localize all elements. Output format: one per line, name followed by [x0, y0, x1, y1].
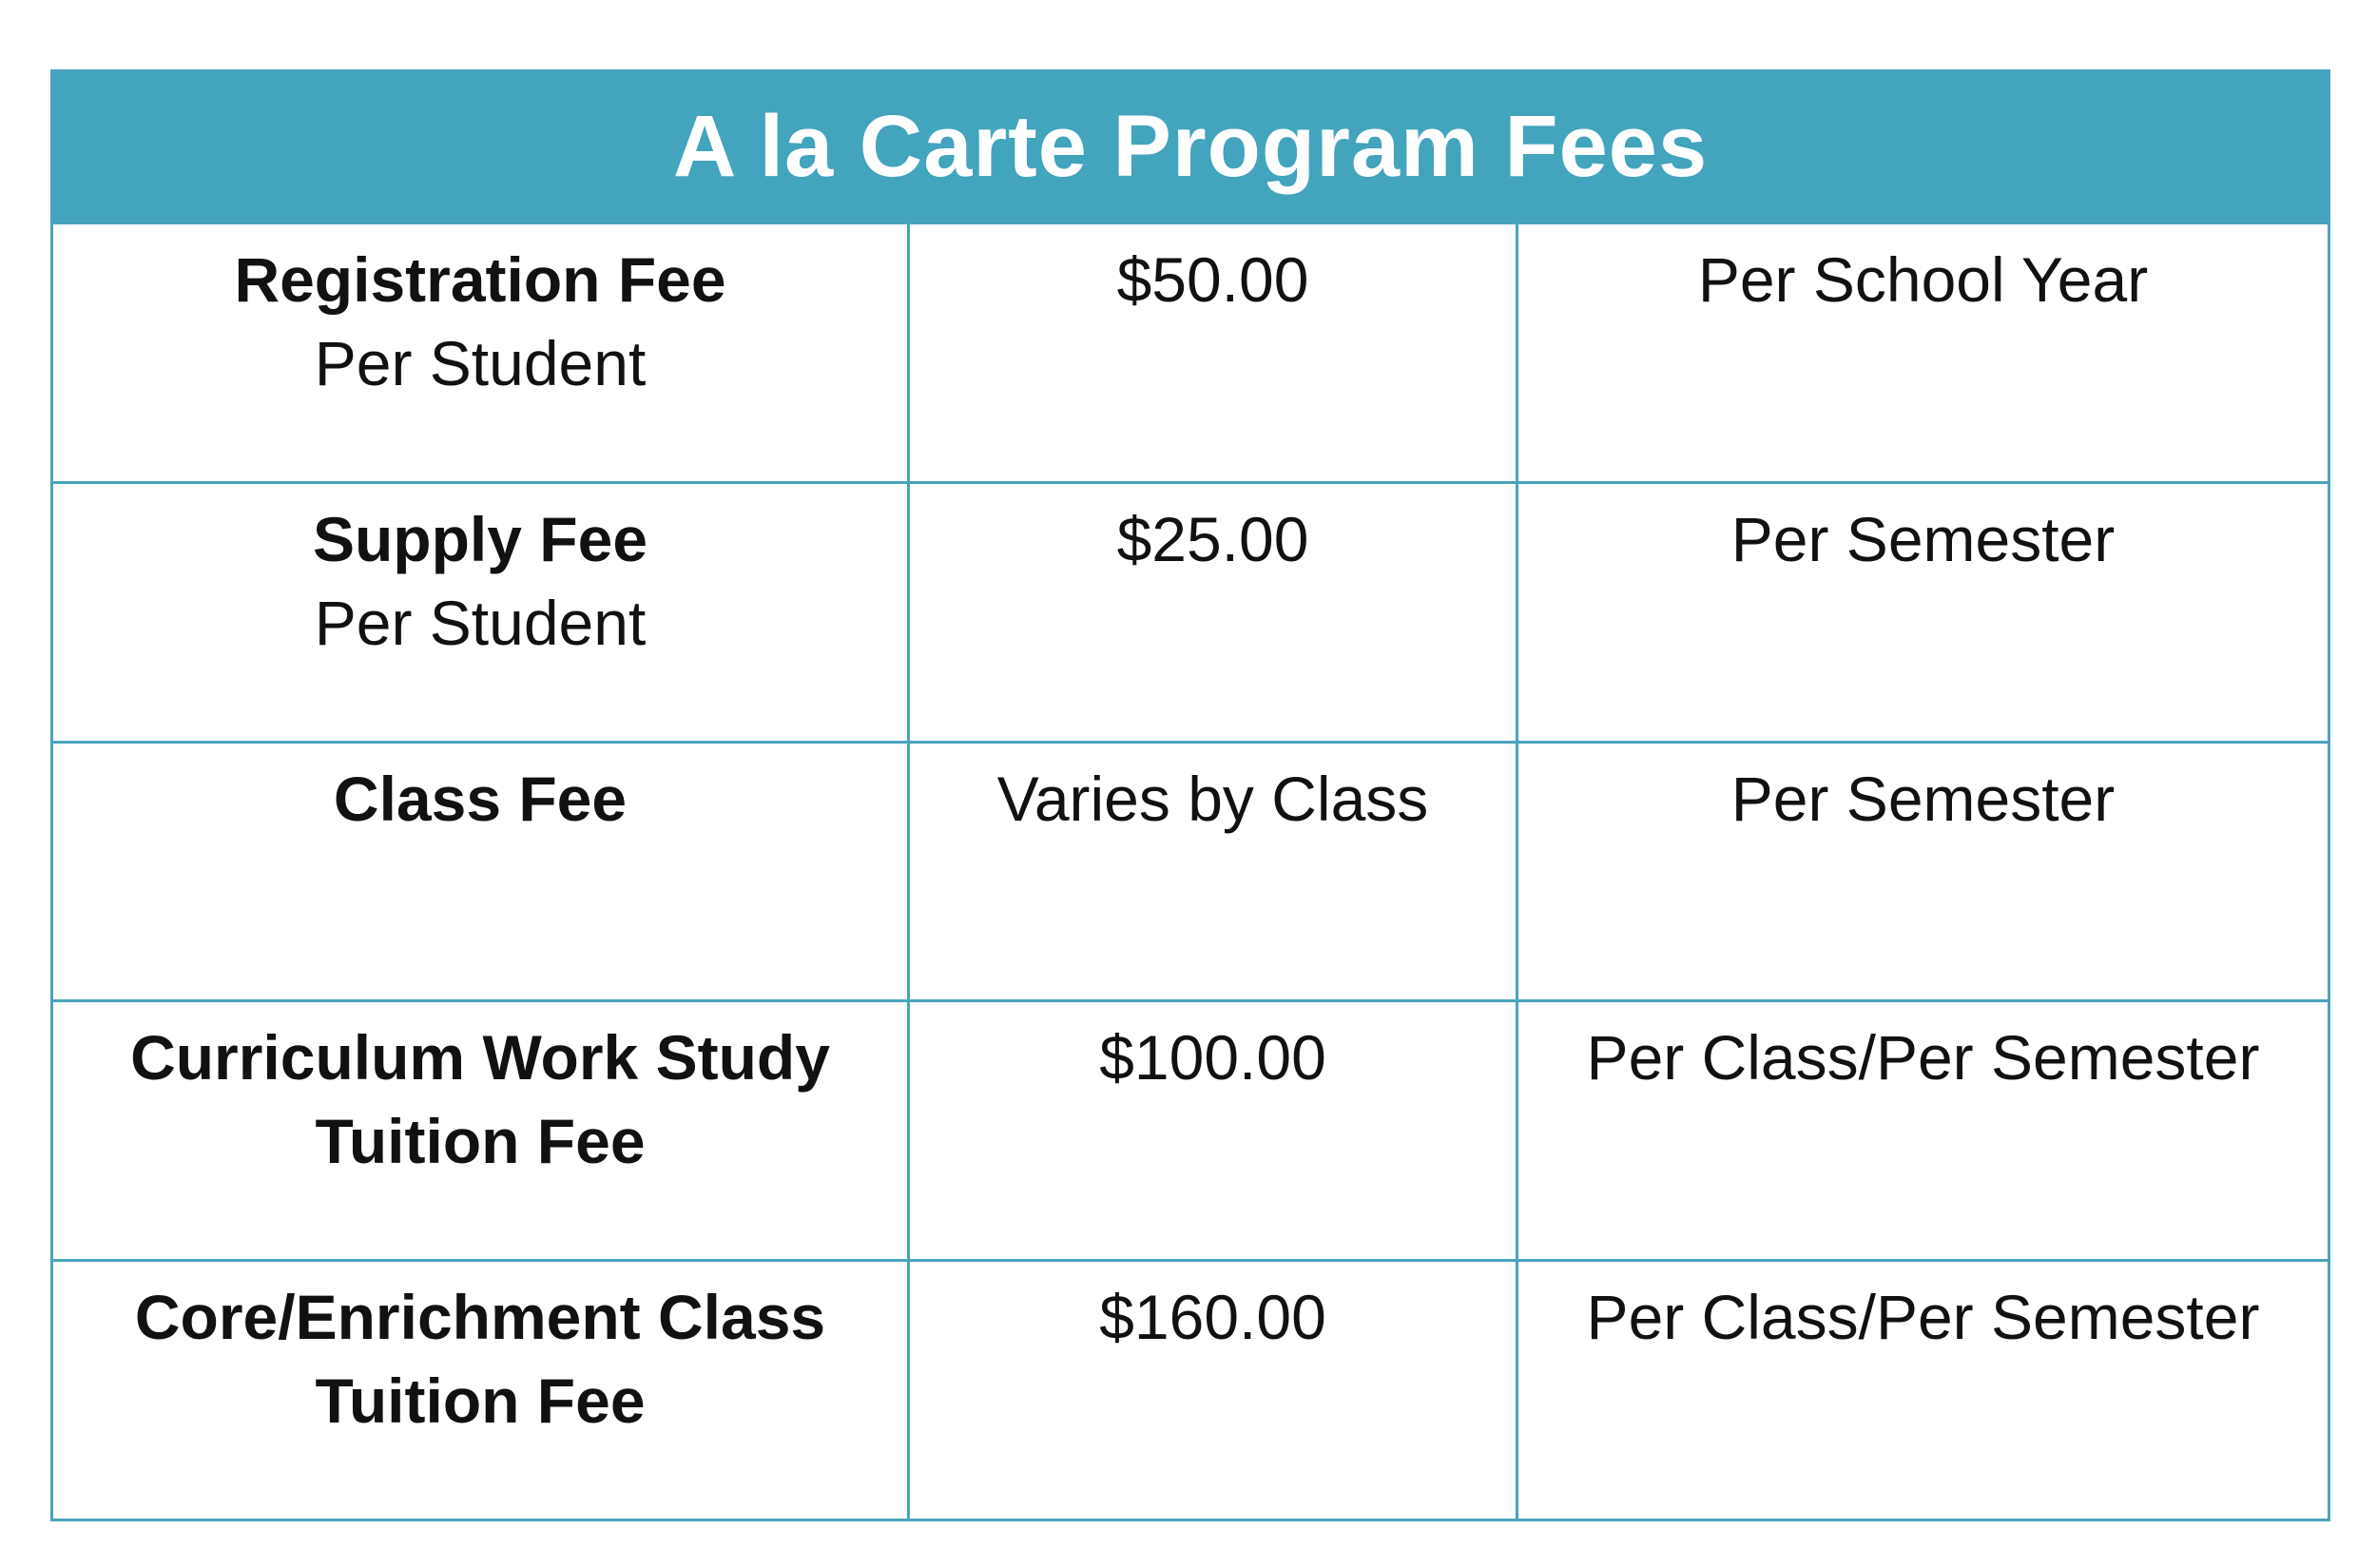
fee-amount: Varies by Class: [996, 763, 1429, 834]
fee-amount: $100.00: [1099, 1022, 1326, 1094]
fee-amount: $50.00: [1116, 244, 1309, 315]
fee-name-line2: Tuition Fee: [315, 1365, 646, 1437]
fee-name: Curriculum Work Study: [130, 1022, 830, 1094]
fee-period-cell: [1516, 744, 2328, 1000]
fee-amount: $160.00: [1099, 1282, 1326, 1353]
fee-period-cell: [1516, 224, 2328, 481]
fee-table: [50, 69, 2330, 1521]
fee-amount-cell: [907, 1262, 1516, 1519]
fee-amount-cell: [907, 224, 1516, 481]
table-row-class: [53, 741, 2328, 1000]
fee-name-line2: Tuition Fee: [315, 1106, 646, 1177]
fee-name: Registration Fee: [234, 244, 726, 315]
table-row-curriculum-work-study: [53, 999, 2328, 1259]
fee-qualifier: Per Student: [314, 328, 647, 398]
fee-amount-cell: [907, 484, 1516, 741]
table-row-registration: [53, 222, 2328, 481]
fee-period-cell: [1516, 484, 2328, 741]
fee-qualifier: Per Student: [314, 587, 647, 658]
fee-name-cell: [53, 224, 907, 481]
fee-name: Core/Enrichment Class: [134, 1282, 826, 1353]
fee-period: Per Class/Per Semester: [1586, 1282, 2260, 1353]
table-title: A la Carte Program Fees: [672, 98, 1709, 195]
fee-name-cell: [53, 1002, 907, 1259]
fee-name-cell: [53, 1262, 907, 1519]
fee-period: Per Semester: [1730, 763, 2116, 834]
table-row-core-enrichment: [53, 1259, 2328, 1519]
fee-period: Per Class/Per Semester: [1586, 1022, 2260, 1094]
fee-name: Class Fee: [333, 763, 628, 834]
table-header: [53, 72, 2328, 222]
fee-period: Per Semester: [1730, 503, 2116, 574]
fee-period: Per School Year: [1697, 244, 2149, 315]
fee-amount: $25.00: [1116, 503, 1309, 574]
fee-name: Supply Fee: [312, 503, 648, 574]
fee-period-cell: [1516, 1262, 2328, 1519]
table-row-supply: [53, 481, 2328, 741]
fee-period-cell: [1516, 1002, 2328, 1259]
fee-amount-cell: [907, 1002, 1516, 1259]
fee-name-cell: [53, 744, 907, 1000]
fee-amount-cell: [907, 744, 1516, 1000]
fee-name-cell: [53, 484, 907, 741]
